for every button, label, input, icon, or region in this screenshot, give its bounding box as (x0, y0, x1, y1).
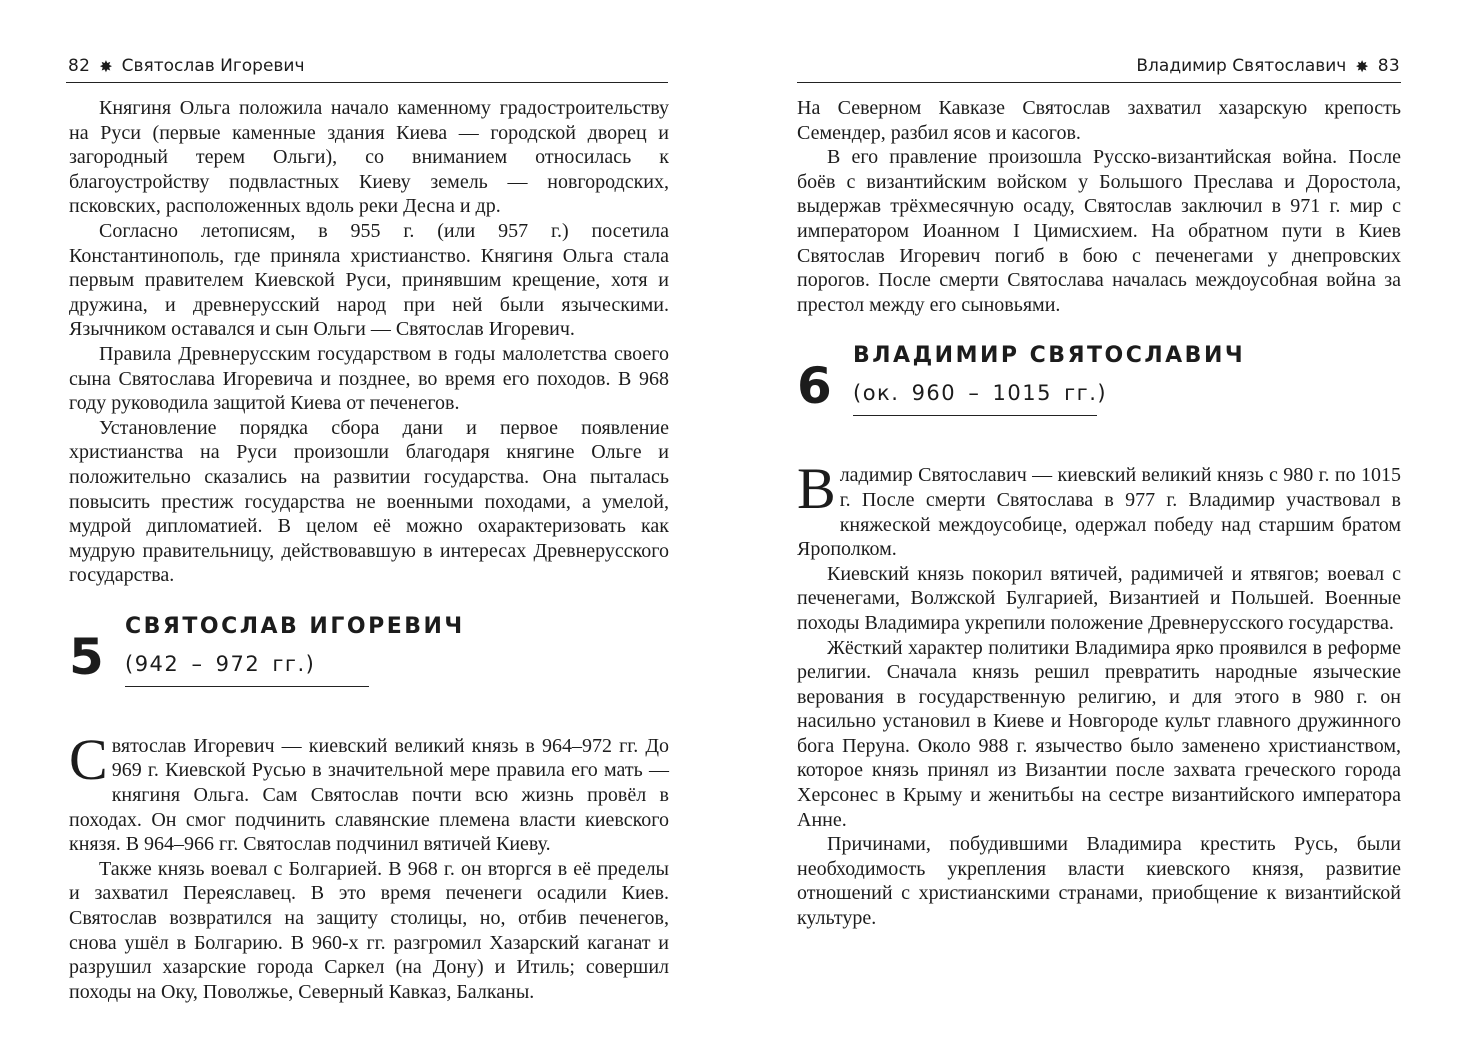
chapter-heading-6 (797, 341, 1401, 453)
paragraph: Правила Древнерусским государством в годы малолетства своего сына Святослава Игоревича и позднее, во время его походов. В 968 году руководила защитой Киева от печенегов. (69, 342, 669, 415)
chapter-dates: (942 – 972 гг.) (125, 651, 316, 676)
ornament-star-icon: ✸ (99, 56, 113, 76)
right-running-head (1136, 56, 1400, 76)
paragraph: Согласно летописям, в 955 г. (или 957 г.) посетила Константинополь, где приняла христианство. Княгиня Ольга стала первым правителем Киевской Руси, принявшим крещение, хотя и дружина, и древнерусский народ при ней были языческими. Язычником оставался и сын Ольги — Святослав Игоревич. (69, 219, 669, 341)
paragraph-continuation: На Северном Кавказе Святослав захватил хазарскую крепость Семендер, разбил ясов и касогов. (797, 97, 1401, 144)
right-header-rule (797, 82, 1401, 83)
paragraph: Причинами, побудившими Владимира крестить Русь, были необходимость укрепления власти киевского князя, развитие отношений с христианскими странами, приобщение к византийской культуре. (797, 833, 1401, 930)
paragraph: Княгиня Ольга положила начало каменному градостроительству на Руси (первые каменные здания Киева — городской дворец и загородный терем Ольги), со вниманием относилась к благоустройству подвластных Киеву земель — новгородских, псковских, расположенных вдоль реки Десна и др. (69, 97, 669, 218)
left-running-title: Святослав Игоревич (121, 56, 305, 76)
chapter-number: 5 (69, 627, 104, 686)
chapter-rule (125, 686, 369, 687)
paragraph: В его правление произошла Русско-византийская война. После боёв с византийским войском у Большого Преслава и Доростола, выдержав трёхмесячную осаду, Святослав заключил в 971 г. мир с императором Иоанном I Цимисхием. На обратном пути в Киев Святослав Игоревич погиб в бою с печенегами у днепровских порогов. После смерти Святослава началась междоусобная война за престол между его сыновьями. (797, 146, 1401, 316)
chapter-title: СВЯТОСЛАВ ИГОРЕВИЧ (125, 613, 465, 639)
chapter-dates: (ок. 960 – 1015 гг.) (853, 381, 1108, 406)
paragraph: Также князь воевал с Болгарией. В 968 г. он вторгся в её пределы и захватил Переяславец. В это время печенеги осадили Киев. Святослав возвратился на защиту столицы, но, отбив печенегов, снова ушёл в Болгарию. В 960-х гг. разгромил Хазарский каганат и разрушил хазарские города Саркел (на Дону) и Итиль; совершил походы на Оку, Поволжье, Северный Кавказ, Балканы. (69, 857, 669, 1003)
chapter-title: ВЛАДИМИР СВЯТОСЛАВИЧ (853, 343, 1246, 369)
chapter-heading-5 (69, 612, 669, 724)
paragraph-dropcap (797, 456, 1401, 561)
left-running-head (68, 56, 305, 76)
paragraph-dropcap (69, 726, 669, 857)
drop-cap: С (69, 726, 108, 792)
paragraph: Жёсткий характер политики Владимира ярко проявился в реформе религии. Сначала князь решил превратить народные языческие верования в государственную религию, и для этого в 980 г. он насильно установил в Киеве и Новгороде культ главного дружинного бога Перуна. Около 988 г. язычество было заменено христианством, которое князь принял из Византии после захвата греческого города Херсонес в Крыму и женитьбы на сестре византийского императора Анне. (797, 636, 1401, 831)
paragraph: Установление порядка сбора дани и первое появление христианства на Руси произошли благодаря княгине Ольге и положительно сказались на развитии государства. Она пыталась повысить престиж государства не военными походами, а умелой, мудрой дипломатией. В целом её можно охарактеризовать как мудрую правительницу, действовавшую в интересах Древнерусского государства. (69, 416, 669, 587)
paragraph-text: ладимир Святославич — киевский великий князь с 980 г. по 1015 г. После смерти Святослава в 977 г. Владимир участвовал в княжеской междоусобице, одержал победу над старшим братом Ярополком. (797, 464, 1401, 561)
chapter-number: 6 (797, 357, 832, 416)
drop-cap: В (797, 456, 836, 522)
left-header-rule (66, 82, 668, 83)
paragraph: Киевский князь покорил вятичей, радимичей и ятвягов; воевал с печенегами, Волжской Булгарией, Византией и Польшей. Военные походы Владимира укрепили положение Древнерусского государства. (797, 562, 1401, 634)
chapter-rule (853, 415, 1097, 416)
paragraph-text: вятослав Игоревич — киевский великий князь в 964–972 гг. До 969 г. Киевской Русью в значительной мере правила его мать — княгиня Ольга. Сам Святослав почти всю жизнь провёл в походах. Он смог подчинить славянские племена власти киевского князя. В 964–966 гг. Святослав подчинил вятичей Киеву. (69, 734, 669, 856)
right-page-text (797, 96, 1401, 931)
left-page-number: 82 (68, 56, 91, 76)
right-page-number: 83 (1377, 56, 1400, 76)
left-page-text (69, 96, 669, 1004)
right-running-title: Владимир Святославич (1136, 56, 1347, 76)
ornament-star-icon: ✸ (1355, 56, 1369, 76)
